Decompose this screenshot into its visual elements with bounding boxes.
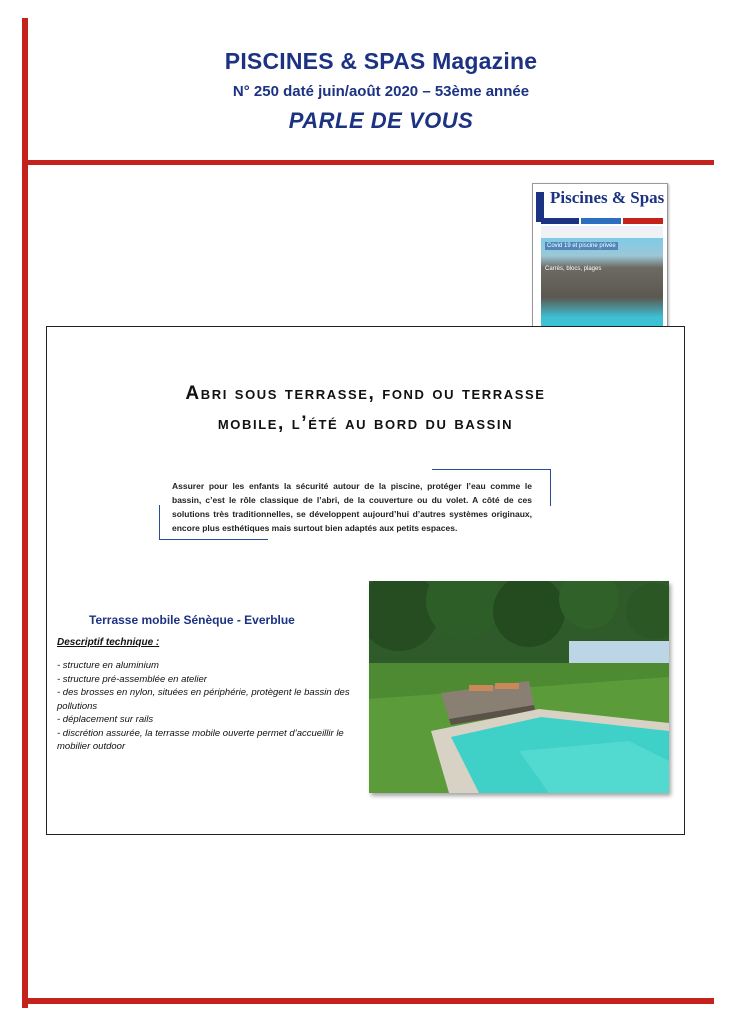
description-list <box>57 659 357 754</box>
list-item: - discrétion assurée, la terrasse mobile ouverte permet d’accueillir le mobilier outdoor <box>57 727 344 752</box>
cover-bar-blue <box>541 218 579 224</box>
article-title-line-2: mobile, l’été au bord du bassin <box>217 413 514 434</box>
page-header <box>28 48 734 134</box>
list-item: - déplacement sur rails <box>57 714 154 725</box>
list-item: - structure en aluminium <box>57 660 159 671</box>
section-title: PARLE DE VOUS <box>288 108 474 133</box>
list-item: - des brosses en nylon, situées en périphérie, protègent le bassin des pollutions <box>57 687 350 712</box>
cover-brand: Piscines & Spas <box>550 188 665 207</box>
header-red-rule <box>22 160 714 165</box>
article-lead: Assurer pour les enfants la sécurité autour de la piscine, protéger l’eau comme le bassin, c’est le rôle classique de l’abri, de la couverture ou du volet. A côté de ces solutions très traditionnelles, se développent aujourd’hui d’autres systèmes originaux, encore plus esthétiques mais surtout bien adaptés aux petits espaces. <box>172 481 532 533</box>
article-title <box>47 379 684 439</box>
list-item: - structure pré-assemblée en atelier <box>57 673 207 685</box>
left-red-border <box>22 18 28 1008</box>
cover-photo <box>541 238 663 337</box>
cover-bar-lightblue <box>581 218 621 224</box>
pool-photo-illustration <box>369 581 669 793</box>
product-title: Terrasse mobile Sénèque - Everblue <box>89 613 295 627</box>
article-box <box>46 326 685 835</box>
cover-headline-2: Carrés, blocs, plages <box>545 266 602 272</box>
footer-red-rule <box>22 998 714 1004</box>
issue-line: N° 250 daté juin/août 2020 – 53ème année <box>232 83 530 100</box>
pool-photo <box>369 581 669 793</box>
cover-headline-1: Covid 19 et piscine privée <box>547 243 616 249</box>
description-heading: Descriptif technique : <box>57 637 160 648</box>
magazine-title: PISCINES & SPAS Magazine <box>224 48 538 74</box>
cover-bar-red <box>623 218 663 224</box>
article-title-line-1: Abri sous terrasse, fond ou terrasse <box>185 383 546 404</box>
